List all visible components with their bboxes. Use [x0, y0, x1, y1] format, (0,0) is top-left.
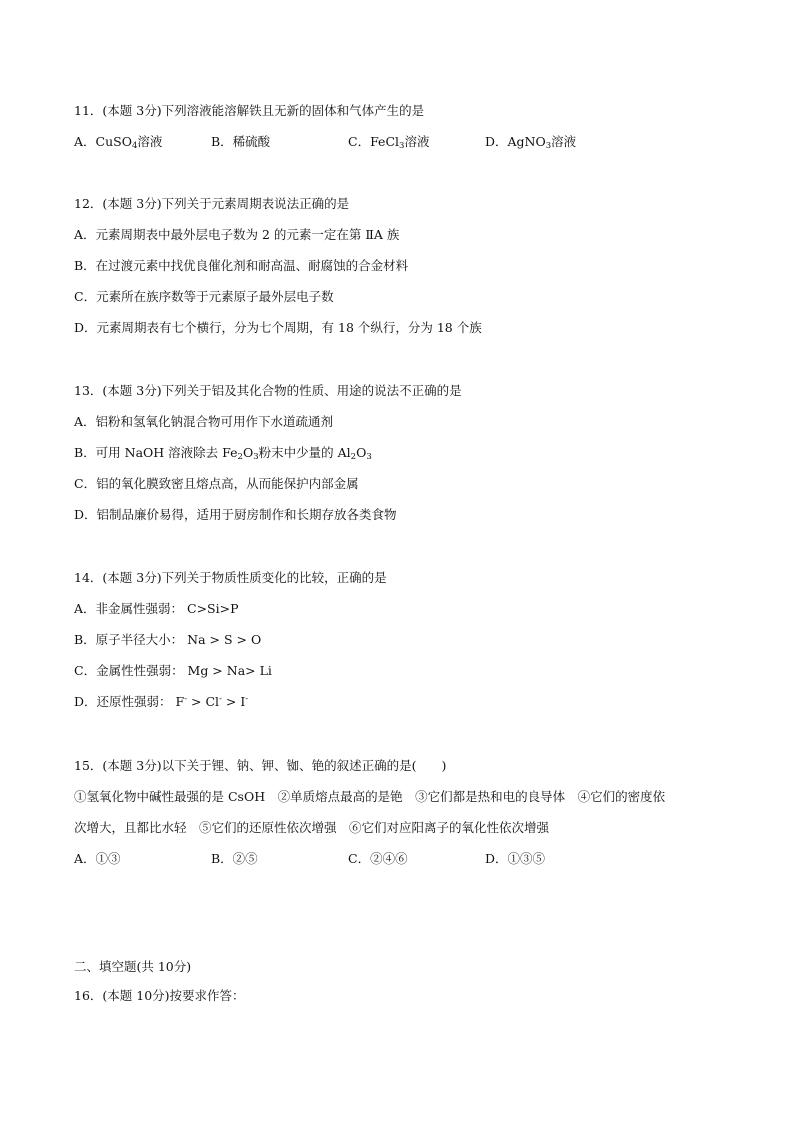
q13-option-a: A．铝粉和氢氧化钠混合物可用作下水道疏通剂 — [74, 414, 334, 429]
q11-option-a: A．CuSO$_4$溶液 — [74, 134, 163, 151]
q14-option-b: B．原子半径大小： Na > S > O — [74, 632, 262, 647]
q12-stem: 12．(本题 3分)下列关于元素周期表说法正确的是 — [74, 196, 350, 211]
q15-options — [74, 850, 634, 868]
q12-option-a: A．元素周期表中最外层电子数为 2 的元素一定在第 ⅡA 族 — [74, 227, 400, 242]
q14-option-c: C．金属性性强弱： Mg > Na> Li — [74, 663, 272, 678]
q11-option-d: D．AgNO$_3$溶液 — [485, 134, 577, 151]
q15-statement-line-2: 次增大，且都比水轻 ⑤它们的还原性依次增强 ⑥它们对应阳离子的氧化性依次增强 — [74, 820, 550, 835]
q16-stem: 16．(本题 10分)按要求作答： — [74, 988, 245, 1003]
q15-option-b: B．②⑤ — [211, 851, 258, 866]
q11-option-c: C．FeCl$_3$溶液 — [348, 134, 430, 151]
q13-option-c: C．铝的氧化膜致密且熔点高，从而能保护内部金属 — [74, 476, 359, 491]
q11-options — [74, 133, 634, 151]
q12-option-d: D．元素周期表有七个横行，分为七个周期，有 18 个纵行，分为 18 个族 — [74, 320, 482, 335]
section-2-title: 二、填空题(共 10分) — [74, 959, 192, 974]
q12-option-c: C．元素所在族序数等于元素原子最外层电子数 — [74, 289, 334, 304]
q15-option-c: C．②④⑥ — [348, 851, 408, 866]
q14-option-a: A．非金属性强弱： C>Si>P — [74, 601, 239, 616]
q14-stem: 14．(本题 3分)下列关于物质性质变化的比较，正确的是 — [74, 570, 387, 585]
q15-statement-line-1: ①氢氧化物中碱性最强的是 CsOH ②单质熔点最高的是铯 ③它们都是热和电的良导体 ④它们的密度依 — [74, 789, 666, 804]
q15-stem: 15．(本题 3分)以下关于锂、钠、钾、铷、铯的叙述正确的是( ) — [74, 758, 447, 773]
q11-stem: 11．(本题 3分)下列溶液能溶解铁且无新的固体和气体产生的是 — [74, 103, 425, 118]
q12-option-b: B．在过渡元素中找优良催化剂和耐高温、耐腐蚀的合金材料 — [74, 258, 409, 273]
q15-option-a: A．①③ — [74, 851, 121, 866]
q15-option-d: D．①③⑤ — [485, 851, 546, 866]
q13-stem: 13．(本题 3分)下列关于铝及其化合物的性质、用途的说法不正确的是 — [74, 383, 462, 398]
q14-option-d: D．还原性强弱： F- > Cl- > I- — [74, 694, 249, 709]
q13-option-d: D．铝制品廉价易得，适用于厨房制作和长期存放各类食物 — [74, 507, 397, 522]
q13-option-b: B．可用 NaOH 溶液除去 $Fe_2O_3$粉末中少量的 $Al_2O_3$ — [74, 445, 372, 462]
q11-option-b: B．稀硫酸 — [211, 134, 271, 149]
